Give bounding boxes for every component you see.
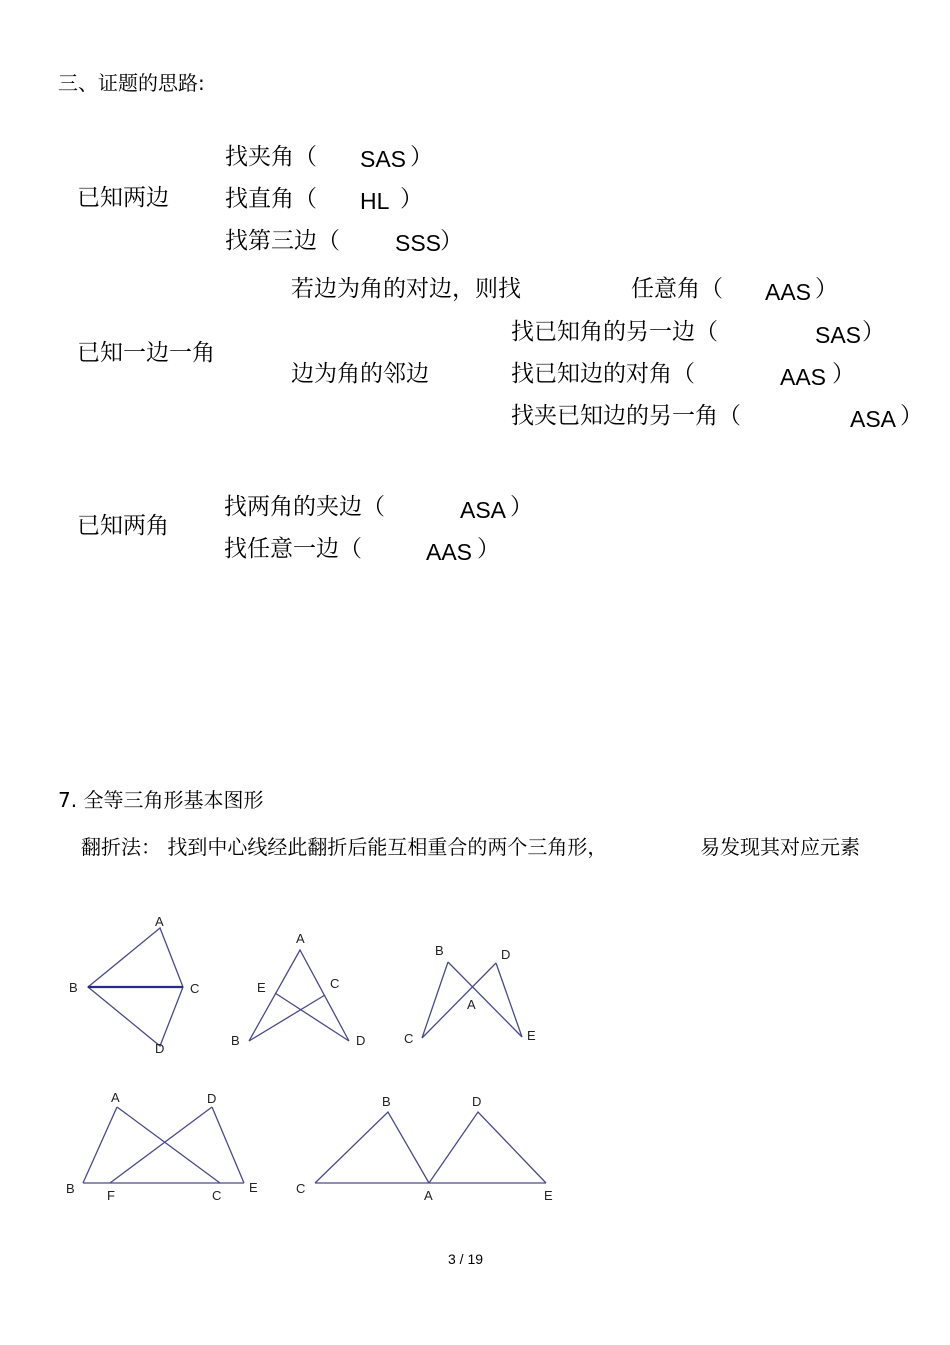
vertex-label: A [296,931,305,946]
method-text: 找夹角（ [225,144,317,170]
vertex-label: B [66,1181,75,1196]
method-code: ASA [460,497,507,523]
figure-shared-vertex-triangles [290,1090,560,1210]
figure-crossed-triangle [225,925,375,1055]
case-adjacent-text: 边为角的邻边 [291,361,429,387]
vertex-label: C [212,1188,222,1203]
method-code: AAS [780,364,827,390]
vertex-label: E [249,1180,258,1195]
vertex-label: B [69,980,78,995]
method-text: 任意角（ [631,276,723,302]
method-text: 找已知边的对角（ [511,361,695,387]
method-code: HL [360,188,390,214]
figure-kite [60,910,210,1060]
vertex-label: D [501,947,511,962]
vertex-label: A [467,997,476,1012]
method-close: ） [400,186,423,212]
group-label-two-sides: 已知两边 [77,185,169,211]
method-text: 找两角的夹边（ [224,494,385,520]
section-heading: 三、证题的思路: [58,71,205,95]
method-text: 找直角（ [225,186,317,212]
vertex-label: B [435,943,444,958]
vertex-label: D [207,1091,217,1106]
vertex-label: C [330,976,340,991]
vertex-label: E [544,1188,553,1203]
vertex-label: B [231,1033,240,1048]
figure-base-triangles [60,1085,270,1210]
method-close: ） [815,276,838,302]
vertex-label: B [382,1094,391,1109]
method-close: ） [862,319,885,345]
method-code: AAS [765,279,812,305]
method-code: ASA [850,406,897,432]
method-close: ） [510,494,533,520]
vertex-label: C [190,981,200,996]
method-text: 找夹已知边的另一角（ [511,403,741,429]
method-close: ） [900,403,923,429]
method-close: ） [832,361,855,387]
folding-method-text: 翻折法： 找到中心线经此翻折后能互相重合的两个三角形， [81,835,608,859]
vertex-label: D [356,1033,366,1048]
vertex-label: A [424,1188,433,1203]
vertex-label: A [155,914,164,929]
method-code: AAS [426,539,473,565]
vertex-label: D [472,1094,482,1109]
figure-overlapping-triangles [398,935,548,1055]
method-code: SAS [360,146,407,172]
vertex-label: A [111,1090,120,1105]
method-code: SSS [395,230,442,256]
method-text: 找已知角的另一边（ [511,319,718,345]
vertex-label: E [527,1028,536,1043]
method-close: ） [440,228,463,254]
group-label-side-angle: 已知一边一角 [77,340,215,366]
page-number: 3 / 19 [448,1251,484,1267]
method-code: SAS [815,322,862,348]
method-text: 找第三边（ [225,228,340,254]
group-label-two-angles: 已知两角 [77,513,169,539]
method-close: ） [477,536,500,562]
case-opposite-text: 若边为角的对边，则找 [291,276,521,302]
method-close: ） [410,144,433,170]
section7-heading: 7. 全等三角形基本图形 [58,788,264,812]
vertex-label: F [107,1188,115,1203]
vertex-label: D [155,1041,165,1056]
folding-method-tail: 易发现其对应元素 [700,835,860,859]
vertex-label: E [257,980,266,995]
method-text: 找任意一边（ [224,536,362,562]
vertex-label: C [404,1031,414,1046]
vertex-label: C [296,1181,306,1196]
